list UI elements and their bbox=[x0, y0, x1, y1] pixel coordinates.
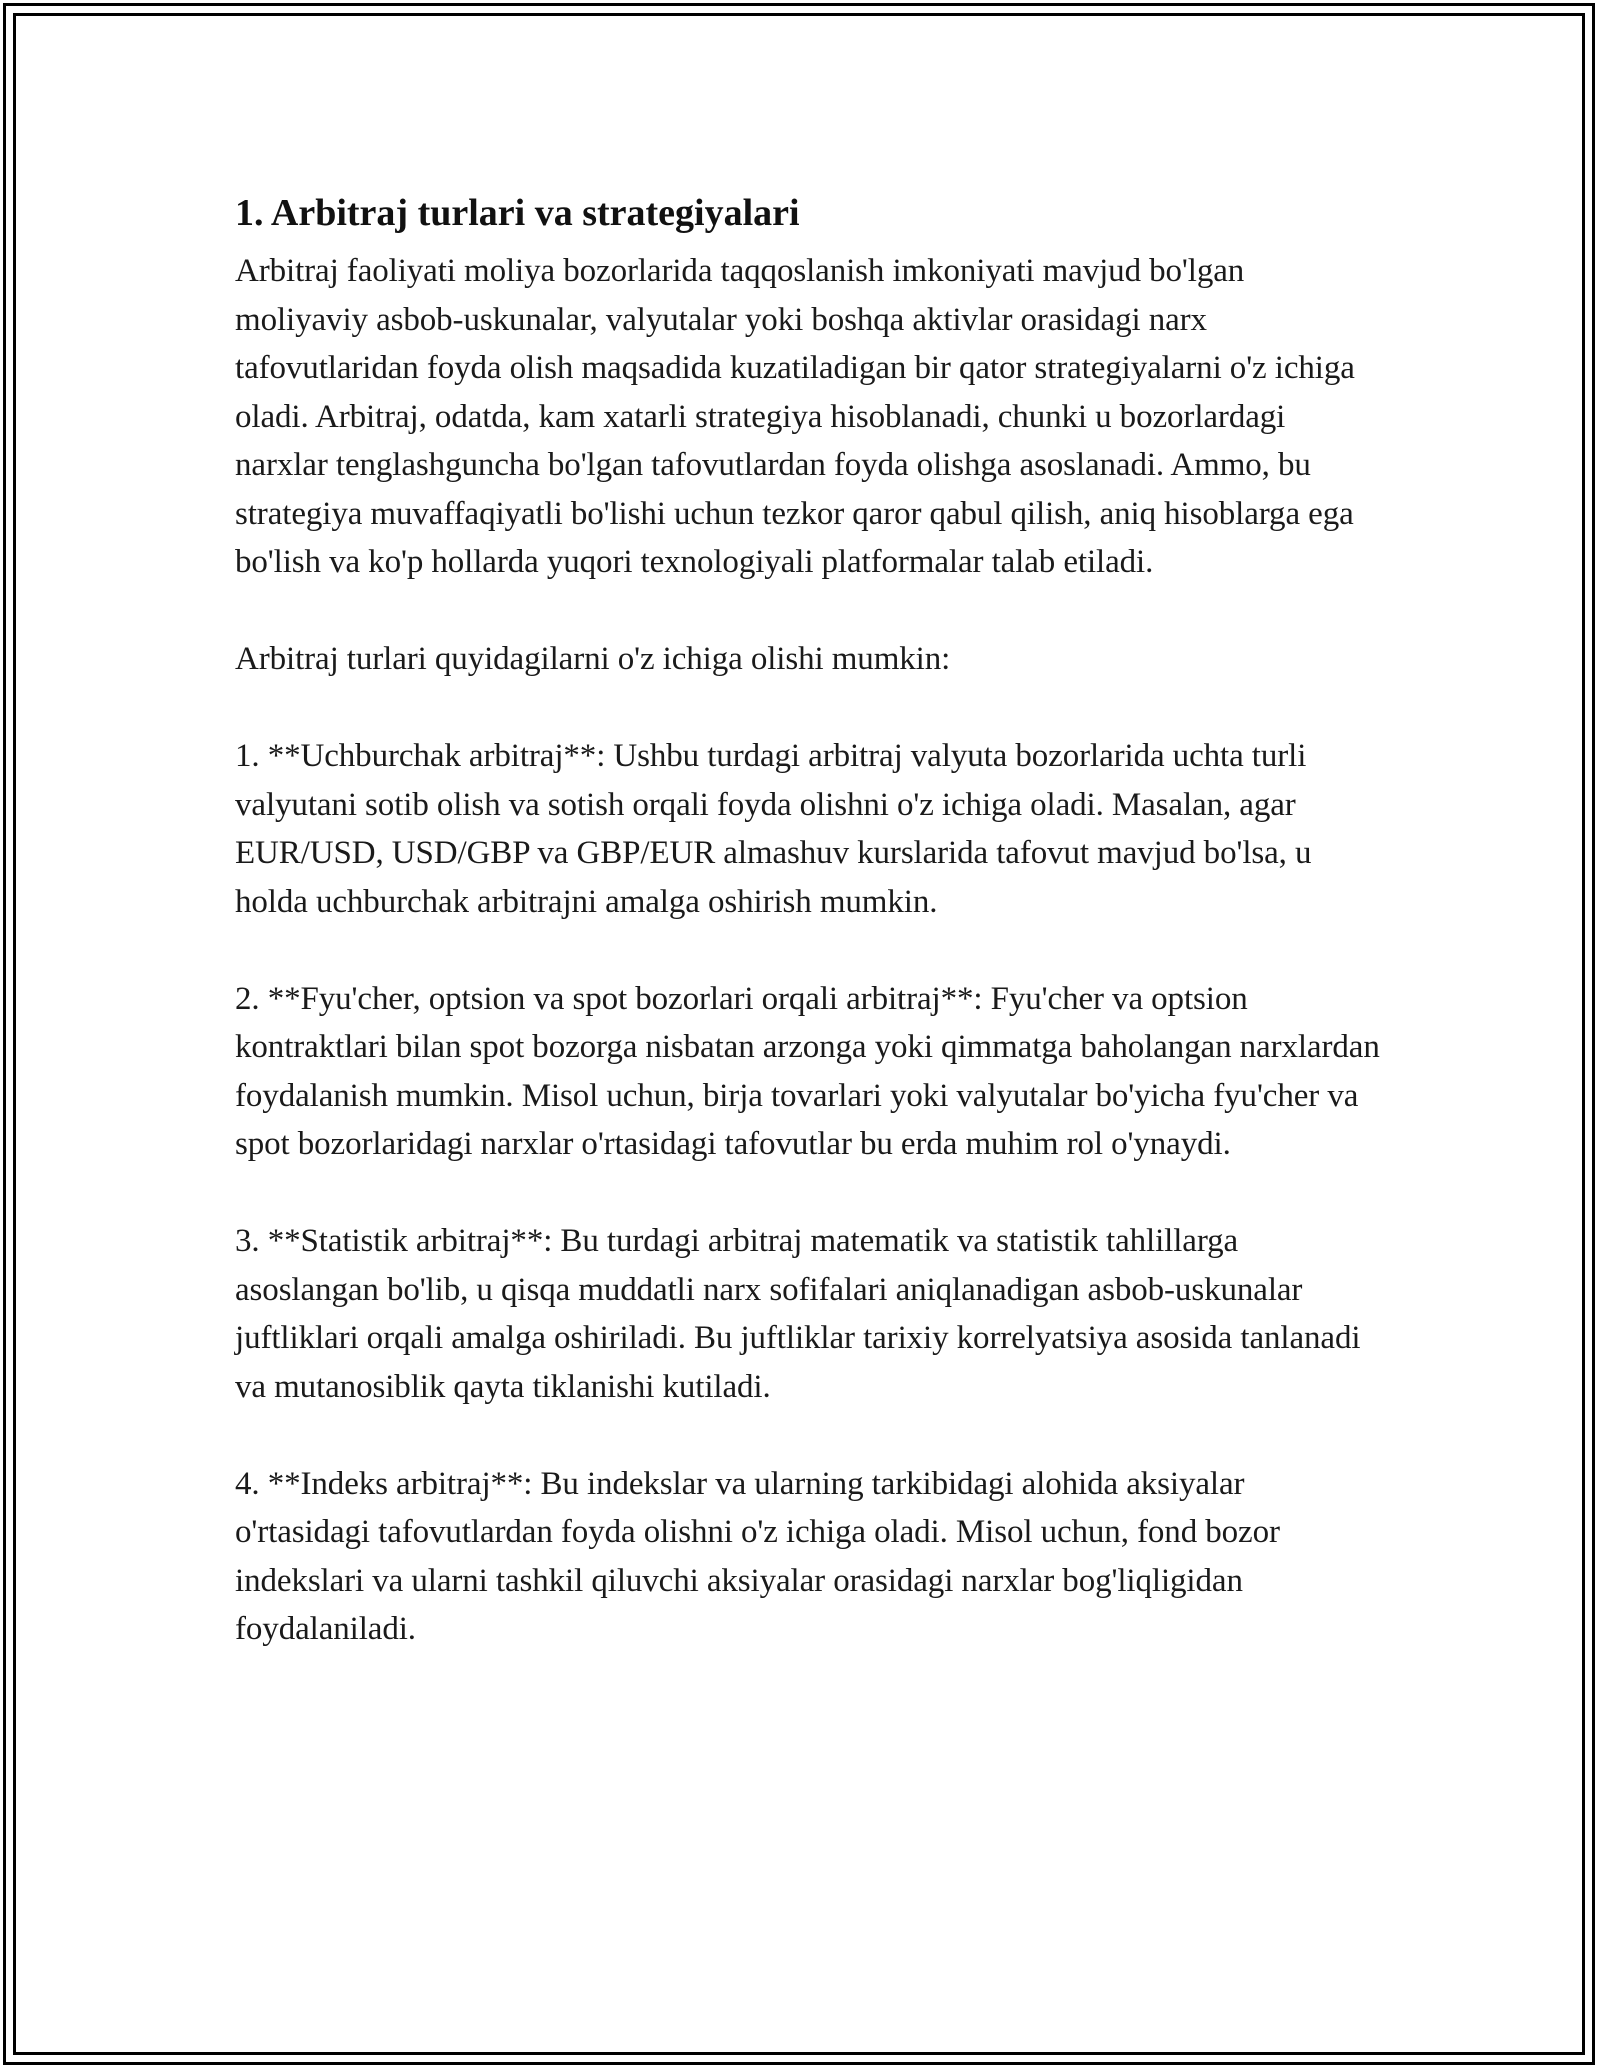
list-item-futures-options-spot-arbitrage: 2. **Fyu'cher, optsion va spot bozorlari orqali arbitraj**: Fyu'cher va optsion kontraktlari bilan spot bozorga nisbatan arzonga yoki qimmatga baholangan narxlardan foydalanish mumkin. Misol uchun, birja tovarlari yoki valyutalar bo'yicha fyu'cher va spot bozorlaridagi narxlar o'rtasidagi tafovutlar bu erda muhim rol o'ynaydi. bbox=[235, 980, 1380, 1162]
list-item-statistical-arbitrage: 3. **Statistik arbitraj**: Bu turdagi arbitraj matematik va statistik tahlillarga asoslangan bo'lib, u qisqa muddatli narx sofifalari aniqlanadigan asbob-uskunalar juftliklari orqali amalga oshiriladi. Bu juftliklar tarixiy korrelyatsiya asosida tanlanadi va mutanosiblik qayta tiklanishi kutiladi. bbox=[235, 1223, 1361, 1405]
list-intro-paragraph: Arbitraj turlari quyidagilarni o'z ichiga olishi mumkin: bbox=[235, 641, 951, 677]
intro-paragraph: Arbitraj faoliyati moliya bozorlarida taqqoslanish imkoniyati mavjud bo'lgan moliyaviy asbob-uskunalar, valyutalar yoki boshqa aktivlar orasidagi narx tafovutlaridan foyda olish maqsadida kuzatiladigan bir qator strategiyalarni o'z ichiga oladi. Arbitraj, odatda, kam xatarli strategiya hisoblanadi, chunki u bozorlardagi narxlar tenglashguncha bo'lgan tafovutlardan foyda olishga asoslanadi. Ammo, bu strategiya muvaffaqiyatli bo'lishi uchun tezkor qaror qabul qilish, aniq hisoblarga ega bo'lish va ko'p hollarda yuqori texnologiyali platformalar talab etiladi. bbox=[235, 253, 1355, 580]
list-item-triangular-arbitrage: 1. **Uchburchak arbitraj**: Ushbu turdagi arbitraj valyuta bozorlarida uchta turli valyutani sotib olish va sotish orqali foyda olishni o'z ichiga oladi. Masalan, agar EUR/USD, USD/GBP va GBP/EUR almashuv kurslarida tafovut mavjud bo'lsa, u holda uchburchak arbitrajni amalga oshirish mumkin. bbox=[235, 738, 1312, 920]
document-body bbox=[235, 185, 1385, 1654]
section-heading: 1. Arbitraj turlari va strategiyalari bbox=[235, 192, 800, 234]
list-item-index-arbitrage: 4. **Indeks arbitraj**: Bu indekslar va ularning tarkibidagi alohida aksiyalar o'rtasidagi tafovutlardan foyda olishni o'z ichiga oladi. Misol uchun, fond bozor indekslari va ularni tashkil qiluvchi aksiyalar orasidagi narxlar bog'liqligidan foydalaniladi. bbox=[235, 1465, 1280, 1647]
